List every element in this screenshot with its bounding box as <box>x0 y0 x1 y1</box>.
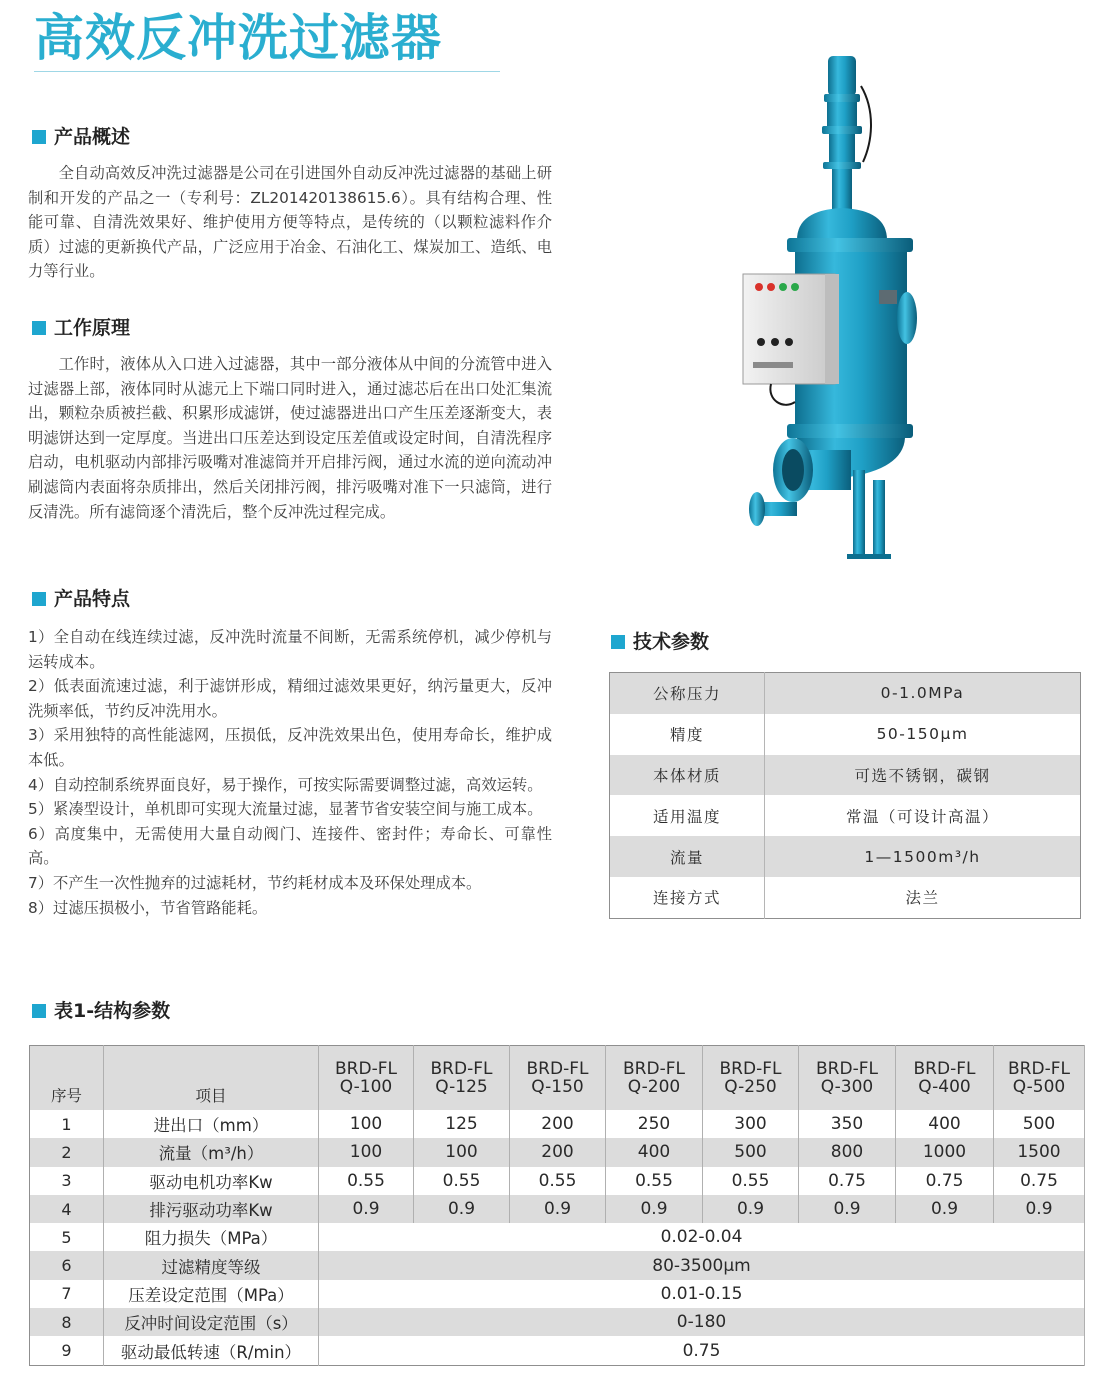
table-cell: 0.55 <box>319 1167 414 1195</box>
overview-heading: 产品概述 <box>32 125 130 149</box>
row-item: 进出口（mm） <box>104 1110 319 1138</box>
table-cell: 100 <box>319 1138 414 1166</box>
table-cell: 500 <box>994 1110 1085 1138</box>
table-cell: 500 <box>703 1138 799 1166</box>
principle-heading: 工作原理 <box>32 316 130 340</box>
table-cell: 800 <box>799 1138 896 1166</box>
param-name: 流量 <box>610 836 765 877</box>
title-underline <box>34 71 500 72</box>
table-cell: 125 <box>414 1110 510 1138</box>
column-header-item: 项目 <box>104 1046 319 1111</box>
table-row <box>610 836 1081 877</box>
features-list <box>28 625 552 920</box>
row-number: 1 <box>30 1110 104 1138</box>
merged-cell: 0-180 <box>319 1308 1085 1336</box>
param-name: 公称压力 <box>610 673 765 714</box>
tech-heading: 技术参数 <box>611 630 709 654</box>
table-header-row <box>30 1046 1085 1111</box>
page-title: 高效反冲洗过滤器 <box>34 9 442 67</box>
merged-cell: 0.01-0.15 <box>319 1280 1085 1308</box>
table-cell: 100 <box>319 1110 414 1138</box>
param-name: 连接方式 <box>610 877 765 918</box>
section-square-icon <box>32 321 46 335</box>
table-cell: 0.75 <box>799 1167 896 1195</box>
column-header-model: BRD-FL Q-125 <box>414 1046 510 1111</box>
table-cell: 200 <box>510 1138 606 1166</box>
table-cell: 250 <box>606 1110 703 1138</box>
section-square-icon <box>611 635 625 649</box>
table-row <box>30 1167 1085 1195</box>
table-cell: 1000 <box>896 1138 994 1166</box>
feature-item: 7）不产生一次性抛弃的过滤耗材，节约耗材成本及环保处理成本。 <box>28 873 482 892</box>
table-row <box>30 1223 1085 1251</box>
row-number: 8 <box>30 1308 104 1336</box>
row-item: 反冲时间设定范围（s） <box>104 1308 319 1336</box>
table-cell: 400 <box>896 1110 994 1138</box>
feature-item: 3）采用独特的高性能滤网，压损低，反冲洗效果出色，使用寿命长，维护成本低。 <box>28 726 552 769</box>
table-row <box>610 877 1081 918</box>
merged-cell: 80-3500μm <box>319 1251 1085 1279</box>
column-header-model: BRD-FL Q-300 <box>799 1046 896 1111</box>
table-cell: 0.9 <box>319 1195 414 1223</box>
row-item: 流量（m³/h） <box>104 1138 319 1166</box>
table-cell: 100 <box>414 1138 510 1166</box>
table-row <box>30 1336 1085 1365</box>
structure-heading: 表1-结构参数 <box>32 999 170 1023</box>
table-row <box>610 714 1081 755</box>
features-heading: 产品特点 <box>32 587 130 611</box>
table-row <box>610 673 1081 714</box>
param-name: 精度 <box>610 714 765 755</box>
table-row <box>30 1251 1085 1279</box>
table-cell: 0.9 <box>994 1195 1085 1223</box>
table-cell: 0.75 <box>896 1167 994 1195</box>
column-header-no: 序号 <box>30 1046 104 1111</box>
table-cell: 0.75 <box>994 1167 1085 1195</box>
param-value: 50-150μm <box>765 714 1081 755</box>
table-cell: 0.9 <box>896 1195 994 1223</box>
param-value: 可选不锈钢，碳钢 <box>765 755 1081 796</box>
structure-params-table <box>29 1045 1085 1366</box>
table-cell: 1500 <box>994 1138 1085 1166</box>
row-item: 阻力损失（MPa） <box>104 1223 319 1251</box>
feature-item: 5）紧凑型设计，单机即可实现大流量过滤，显著节省安装空间与施工成本。 <box>28 800 543 819</box>
table-cell: 200 <box>510 1110 606 1138</box>
feature-item: 8）过滤压损极小，节省管路能耗。 <box>28 898 268 917</box>
section-square-icon <box>32 130 46 144</box>
table-row <box>30 1195 1085 1223</box>
feature-item: 4）自动控制系统界面良好，易于操作，可按实际需要调整过滤，高效运转。 <box>28 775 543 794</box>
merged-cell: 0.75 <box>319 1336 1085 1365</box>
table-row <box>30 1110 1085 1138</box>
row-number: 9 <box>30 1336 104 1365</box>
param-name: 本体材质 <box>610 755 765 796</box>
table-cell: 0.9 <box>606 1195 703 1223</box>
row-number: 3 <box>30 1167 104 1195</box>
principle-text: 工作时，液体从入口进入过滤器，其中一部分液体从中间的分流管中进入过滤器上部，液体同时从滤元上下端口同时进入，通过滤芯后在出口处汇集流出，颗粒杂质被拦截、积累形成滤饼，使过滤器进出口产生压差逐渐变大，表明滤饼达到一定厚度。当进出口压差达到设定压差值或设定时间，自清洗程序启动，电机驱动内部排污吸嘴对准滤筒并开启排污阀，通过水流的逆向流动冲刷滤筒内表面将杂质排出，然后关闭排污阀，排污吸嘴对准下一只滤筒，进行反清洗。所有滤筒逐个清洗后，整个反冲洗过程完成。 <box>28 355 552 521</box>
table-cell: 0.55 <box>510 1167 606 1195</box>
param-value: 常温（可设计高温） <box>765 795 1081 836</box>
column-header-model: BRD-FL Q-150 <box>510 1046 606 1111</box>
table-row <box>610 755 1081 796</box>
table-row <box>30 1308 1085 1336</box>
table-cell: 300 <box>703 1110 799 1138</box>
column-header-model: BRD-FL Q-500 <box>994 1046 1085 1111</box>
feature-item: 1）全自动在线连续过滤，反冲洗时流量不间断，无需系统停机，减少停机与运转成本。 <box>28 628 552 671</box>
row-item: 排污驱动功率Kw <box>104 1195 319 1223</box>
table-cell: 400 <box>606 1138 703 1166</box>
row-number: 6 <box>30 1251 104 1279</box>
row-number: 2 <box>30 1138 104 1166</box>
table-cell: 0.55 <box>703 1167 799 1195</box>
overview-text: 全自动高效反冲洗过滤器是公司在引进国外自动反冲洗过滤器的基础上研制和开发的产品之一（专利号：ZL201420138615.6）。具有结构合理、性能可靠、自清洗效果好、维护使用方便等特点，是传统的（以颗粒滤料作介质）过滤的更新换代产品，广泛应用于冶金、石油化工、煤炭加工、造纸、电力等行业。 <box>28 164 552 281</box>
merged-cell: 0.02-0.04 <box>319 1223 1085 1251</box>
row-item: 压差设定范围（MPa） <box>104 1280 319 1308</box>
param-value: 法兰 <box>765 877 1081 918</box>
row-item: 驱动电机功率Kw <box>104 1167 319 1195</box>
param-value: 0-1.0MPa <box>765 673 1081 714</box>
table-cell: 0.9 <box>414 1195 510 1223</box>
table-cell: 0.9 <box>799 1195 896 1223</box>
table-cell: 0.55 <box>414 1167 510 1195</box>
row-item: 驱动最低转速（R/min） <box>104 1336 319 1365</box>
param-name: 适用温度 <box>610 795 765 836</box>
row-number: 5 <box>30 1223 104 1251</box>
table-cell: 0.55 <box>606 1167 703 1195</box>
feature-item: 2）低表面流速过滤，利于滤饼形成，精细过滤效果更好，纳污量更大，反冲洗频率低，节约反冲洗用水。 <box>28 677 552 720</box>
table-row <box>30 1280 1085 1308</box>
section-square-icon <box>32 1004 46 1018</box>
tech-params-table <box>609 672 1081 919</box>
param-value: 1—1500m³/h <box>765 836 1081 877</box>
feature-item: 6）高度集中，无需使用大量自动阀门、连接件、密封件；寿命长、可靠性高。 <box>28 824 552 868</box>
column-header-model: BRD-FL Q-200 <box>606 1046 703 1111</box>
table-row <box>30 1138 1085 1166</box>
column-header-model: BRD-FL Q-250 <box>703 1046 799 1111</box>
table-row <box>610 795 1081 836</box>
table-cell: 0.9 <box>703 1195 799 1223</box>
row-number: 4 <box>30 1195 104 1223</box>
column-header-model: BRD-FL Q-100 <box>319 1046 414 1111</box>
filter-product-image <box>735 50 925 570</box>
section-square-icon <box>32 592 46 606</box>
table-cell: 350 <box>799 1110 896 1138</box>
table-cell: 0.9 <box>510 1195 606 1223</box>
column-header-model: BRD-FL Q-400 <box>896 1046 994 1111</box>
row-item: 过滤精度等级 <box>104 1251 319 1279</box>
row-number: 7 <box>30 1280 104 1308</box>
